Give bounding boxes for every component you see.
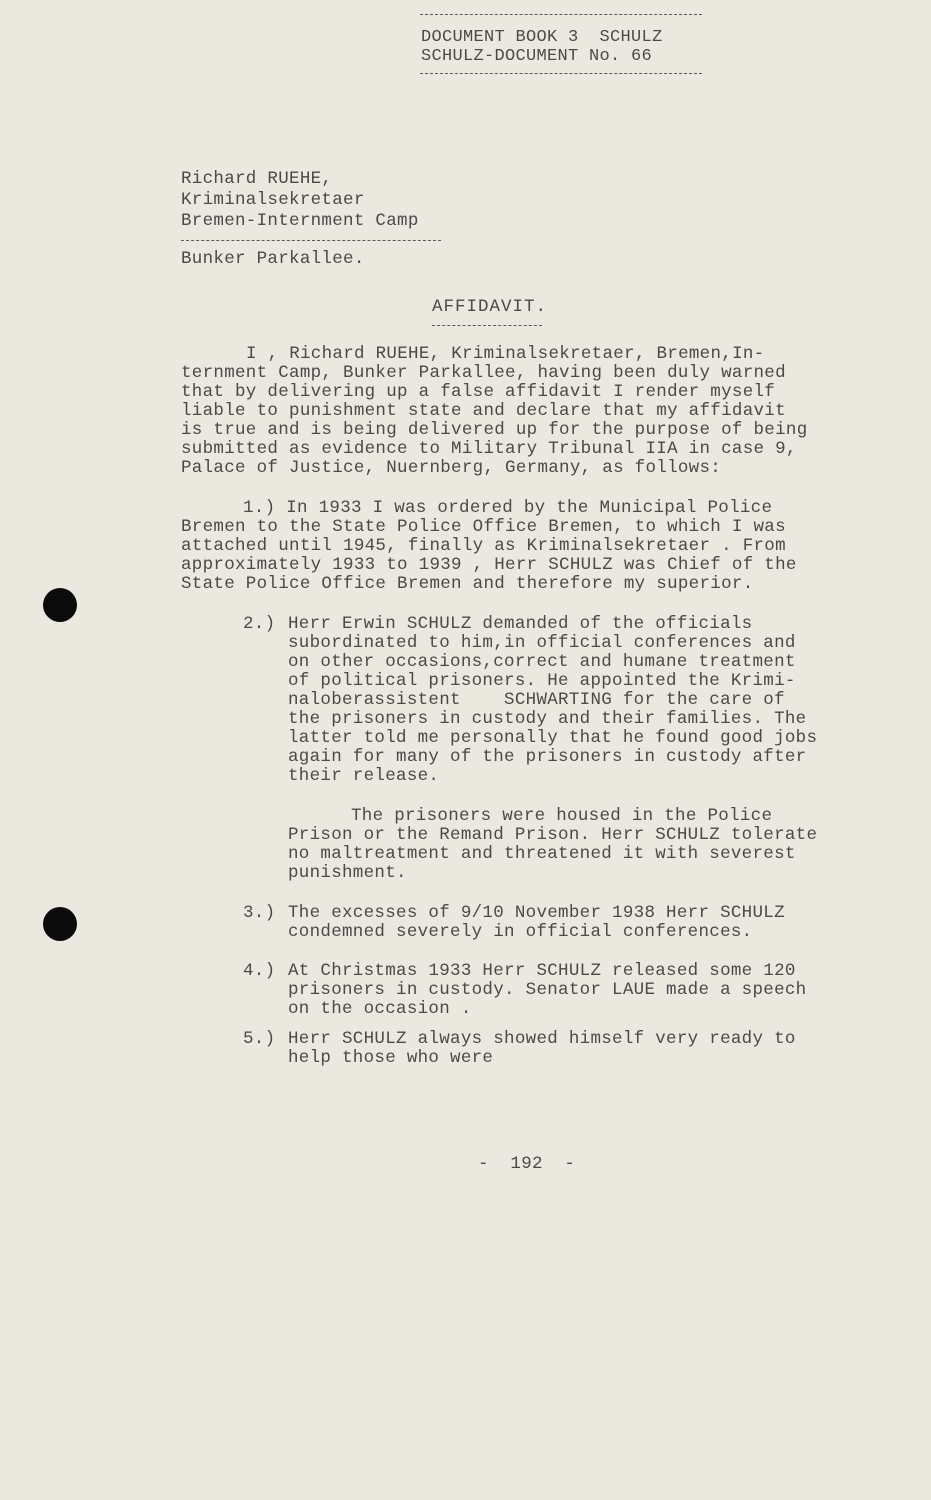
intro-line: is true and is being delivered up for the purpose of being bbox=[181, 420, 808, 440]
item4-line: At Christmas 1933 Herr SCHULZ released some 120 bbox=[288, 961, 796, 981]
item2-para2-line: Prison or the Remand Prison. Herr SCHULZ tolerate bbox=[288, 825, 818, 845]
item2-number: 2.) bbox=[243, 614, 276, 634]
header-document-number: SCHULZ-DOCUMENT No. 66 bbox=[421, 47, 653, 66]
item2-line: of political prisoners. He appointed the Krimi- bbox=[288, 671, 796, 691]
punch-hole bbox=[43, 907, 77, 941]
address-bunker: Bunker Parkallee. bbox=[181, 249, 365, 269]
affidavit-title: AFFIDAVIT. bbox=[432, 297, 548, 317]
item1-line: approximately 1933 to 1939 , Herr SCHULZ was Chief of the bbox=[181, 555, 797, 575]
header-bottom-rule bbox=[420, 73, 702, 74]
item2-line: their release. bbox=[288, 766, 440, 786]
item1-line: 1.) In 1933 I was ordered by the Municipal Police bbox=[243, 498, 773, 518]
item2-line: naloberassistent SCHWARTING for the care of bbox=[288, 690, 785, 710]
item3-line: condemned severely in official conferences. bbox=[288, 922, 753, 942]
address-camp: Bremen-Internment Camp bbox=[181, 211, 419, 231]
item2-para2-line: The prisoners were housed in the Police bbox=[351, 806, 773, 826]
item1-line: Bremen to the State Police Office Bremen, to which I was bbox=[181, 517, 786, 537]
intro-line: submitted as evidence to Military Tribunal IIA in case 9, bbox=[181, 439, 797, 459]
intro-line: liable to punishment state and declare that my affidavit bbox=[181, 401, 786, 421]
item5-line: help those who were bbox=[288, 1048, 494, 1068]
punch-hole bbox=[43, 588, 77, 622]
header-top-rule bbox=[420, 14, 702, 15]
item5-number: 5.) bbox=[243, 1029, 276, 1049]
item1-line: State Police Office Bremen and therefore my superior. bbox=[181, 574, 754, 594]
title-underline bbox=[432, 325, 542, 326]
address-name: Richard RUEHE, bbox=[181, 169, 333, 189]
item4-line: prisoners in custody. Senator LAUE made a speech bbox=[288, 980, 807, 1000]
item4-line: on the occasion . bbox=[288, 999, 472, 1019]
item2-line: on other occasions,correct and humane treatment bbox=[288, 652, 796, 672]
item2-line: Herr Erwin SCHULZ demanded of the officials bbox=[288, 614, 753, 634]
item1-line: attached until 1945, finally as Kriminalsekretaer . From bbox=[181, 536, 786, 556]
header-document-book: DOCUMENT BOOK 3 SCHULZ bbox=[421, 28, 663, 47]
item2-line: again for many of the prisoners in custody after bbox=[288, 747, 807, 767]
item2-para2-line: punishment. bbox=[288, 863, 407, 883]
intro-line: that by delivering up a false affidavit I render myself bbox=[181, 382, 776, 402]
intro-line: Palace of Justice, Nuernberg, Germany, as follows: bbox=[181, 458, 722, 478]
intro-line: ternment Camp, Bunker Parkallee, having been duly warned bbox=[181, 363, 786, 383]
item4-number: 4.) bbox=[243, 961, 276, 981]
address-rank: Kriminalsekretaer bbox=[181, 190, 365, 210]
item2-line: latter told me personally that he found good jobs bbox=[288, 728, 818, 748]
item2-line: the prisoners in custody and their families. The bbox=[288, 709, 807, 729]
item5-line: Herr SCHULZ always showed himself very ready to bbox=[288, 1029, 796, 1049]
item3-line: The excesses of 9/10 November 1938 Herr SCHULZ bbox=[288, 903, 785, 923]
item2-line: subordinated to him,in official conferences and bbox=[288, 633, 796, 653]
page-number: - 192 - bbox=[478, 1154, 576, 1174]
intro-line: I , Richard RUEHE, Kriminalsekretaer, Bremen,In- bbox=[246, 344, 765, 364]
item2-para2-line: no maltreatment and threatened it with severest bbox=[288, 844, 796, 864]
address-rule bbox=[181, 240, 441, 241]
item3-number: 3.) bbox=[243, 903, 276, 923]
